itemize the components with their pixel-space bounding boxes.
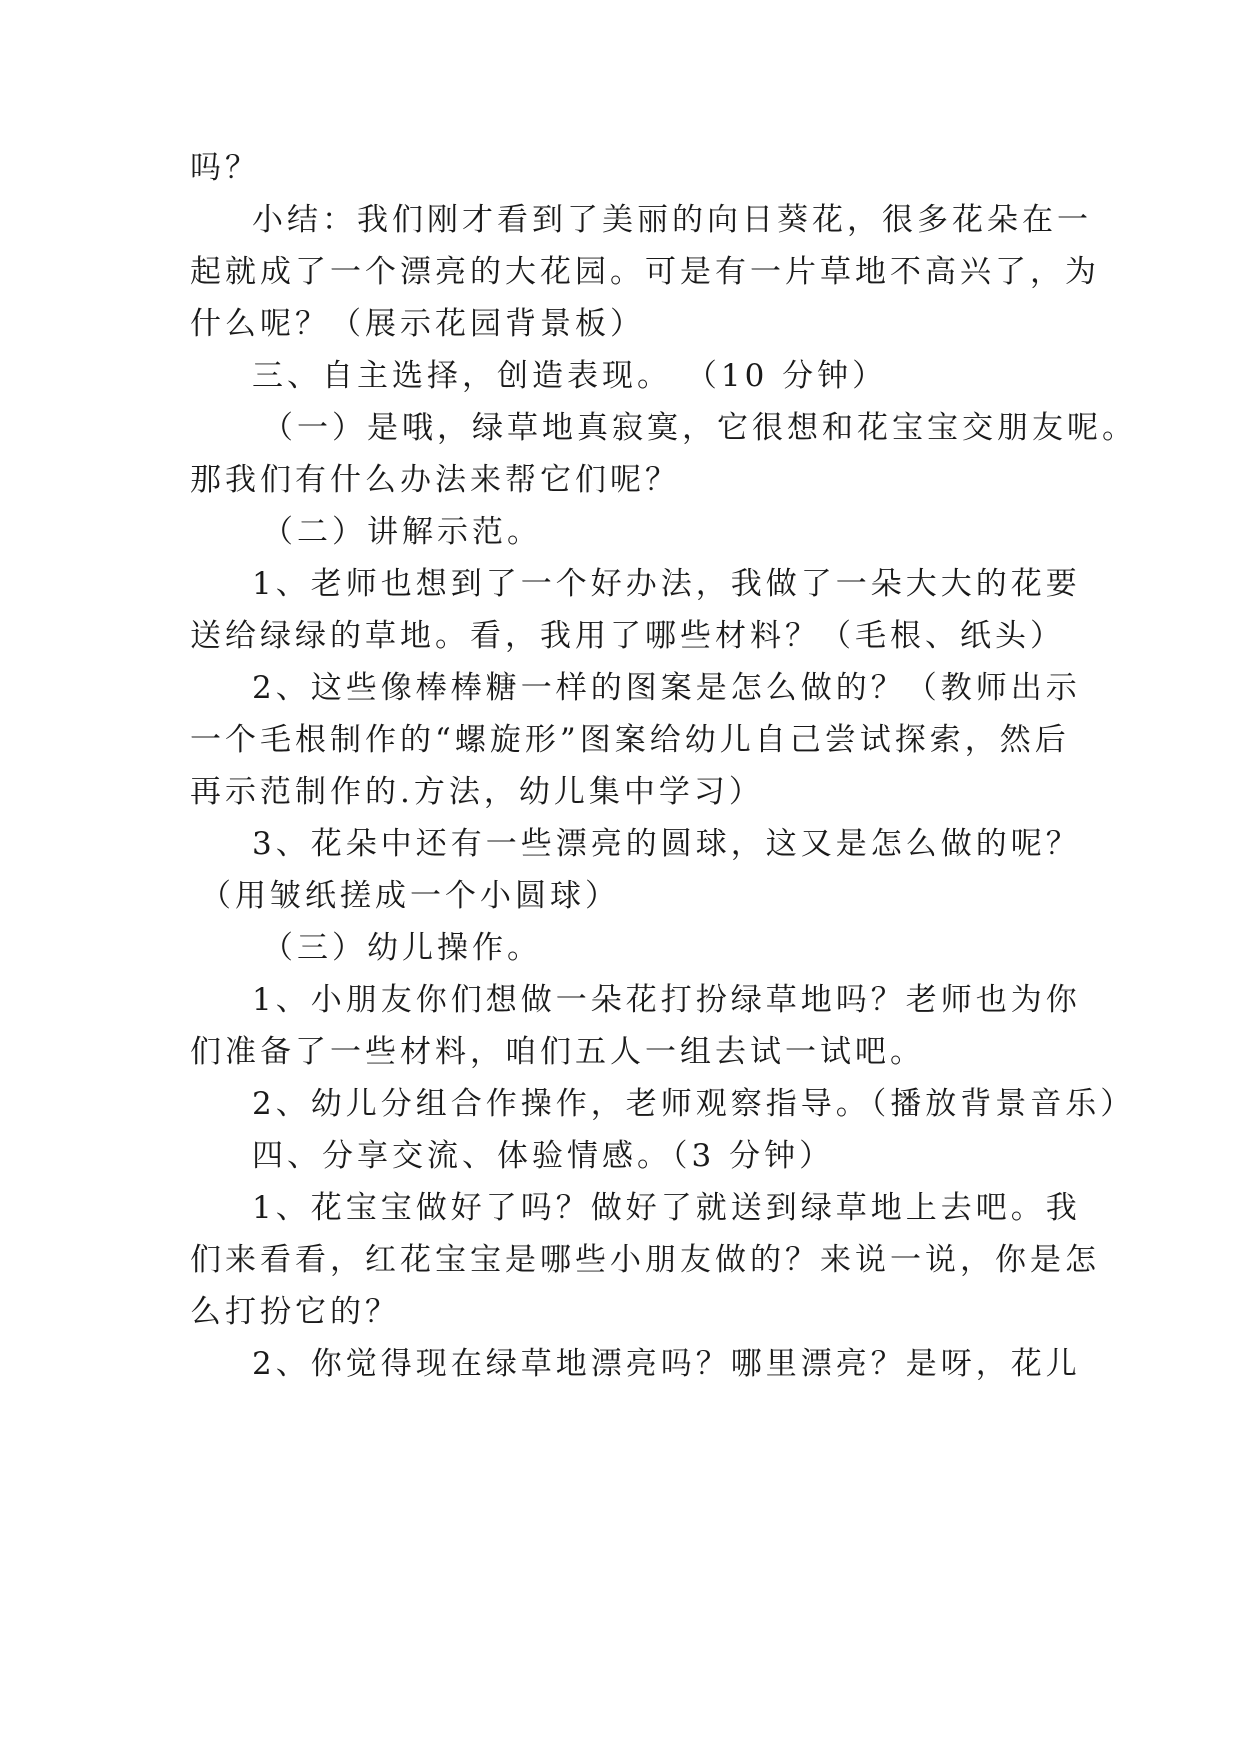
subsection-heading: （三）幼儿操作。 [262,930,542,966]
text-line: 起就成了一个漂亮的大花园。可是有一片草地不高兴了，为 [190,254,1100,290]
text-line: 什么呢？（展示花园背景板） [190,306,645,342]
text-line: （一）是哦，绿草地真寂寞，它很想和花宝宝交朋友呢。 [262,410,1137,446]
text-line: 们来看看，红花宝宝是哪些小朋友做的？来说一说，你是怎 [190,1242,1100,1278]
text-line: 们准备了一些材料，咱们五人一组去试一试吧。 [190,1034,925,1070]
text-line: 吗？ [190,150,260,186]
text-line: 1、老师也想到了一个好办法，我做了一朵大大的花要 [252,566,1081,602]
text-line: 那我们有什么办法来帮它们呢？ [190,462,680,498]
text-line: 1、花宝宝做好了吗？做好了就送到绿草地上去吧。我 [252,1190,1081,1226]
text-line: 小结：我们刚才看到了美丽的向日葵花，很多花朵在一 [252,202,1092,238]
text-line: 么打扮它的？ [190,1294,400,1330]
text-line: （用皱纸搓成一个小圆球） [200,878,620,914]
text-line: 3、花朵中还有一些漂亮的圆球，这又是怎么做的呢？ [252,826,1081,862]
text-line: 1、小朋友你们想做一朵花打扮绿草地吗？老师也为你 [252,982,1081,1018]
text-line: 送给绿绿的草地。看，我用了哪些材料？（毛根、纸头） [190,618,1065,654]
text-line: 一个毛根制作的“螺旋形”图案给幼儿自己尝试探索，然后 [190,722,1070,758]
section-heading: 四、分享交流、体验情感。（3 分钟） [252,1138,835,1174]
text-line: 再示范制作的.方法，幼儿集中学习） [190,774,764,810]
text-line: 2、幼儿分组合作操作，老师观察指导。（播放背景音乐） [252,1086,1136,1122]
text-line: 2、这些像棒棒糖一样的图案是怎么做的？（教师出示 [252,670,1081,706]
subsection-heading: （二）讲解示范。 [262,514,542,550]
section-heading: 三、自主选择，创造表现。 （10 分钟） [252,358,888,394]
text-line: 2、你觉得现在绿草地漂亮吗？哪里漂亮？是呀，花儿 [252,1346,1081,1382]
